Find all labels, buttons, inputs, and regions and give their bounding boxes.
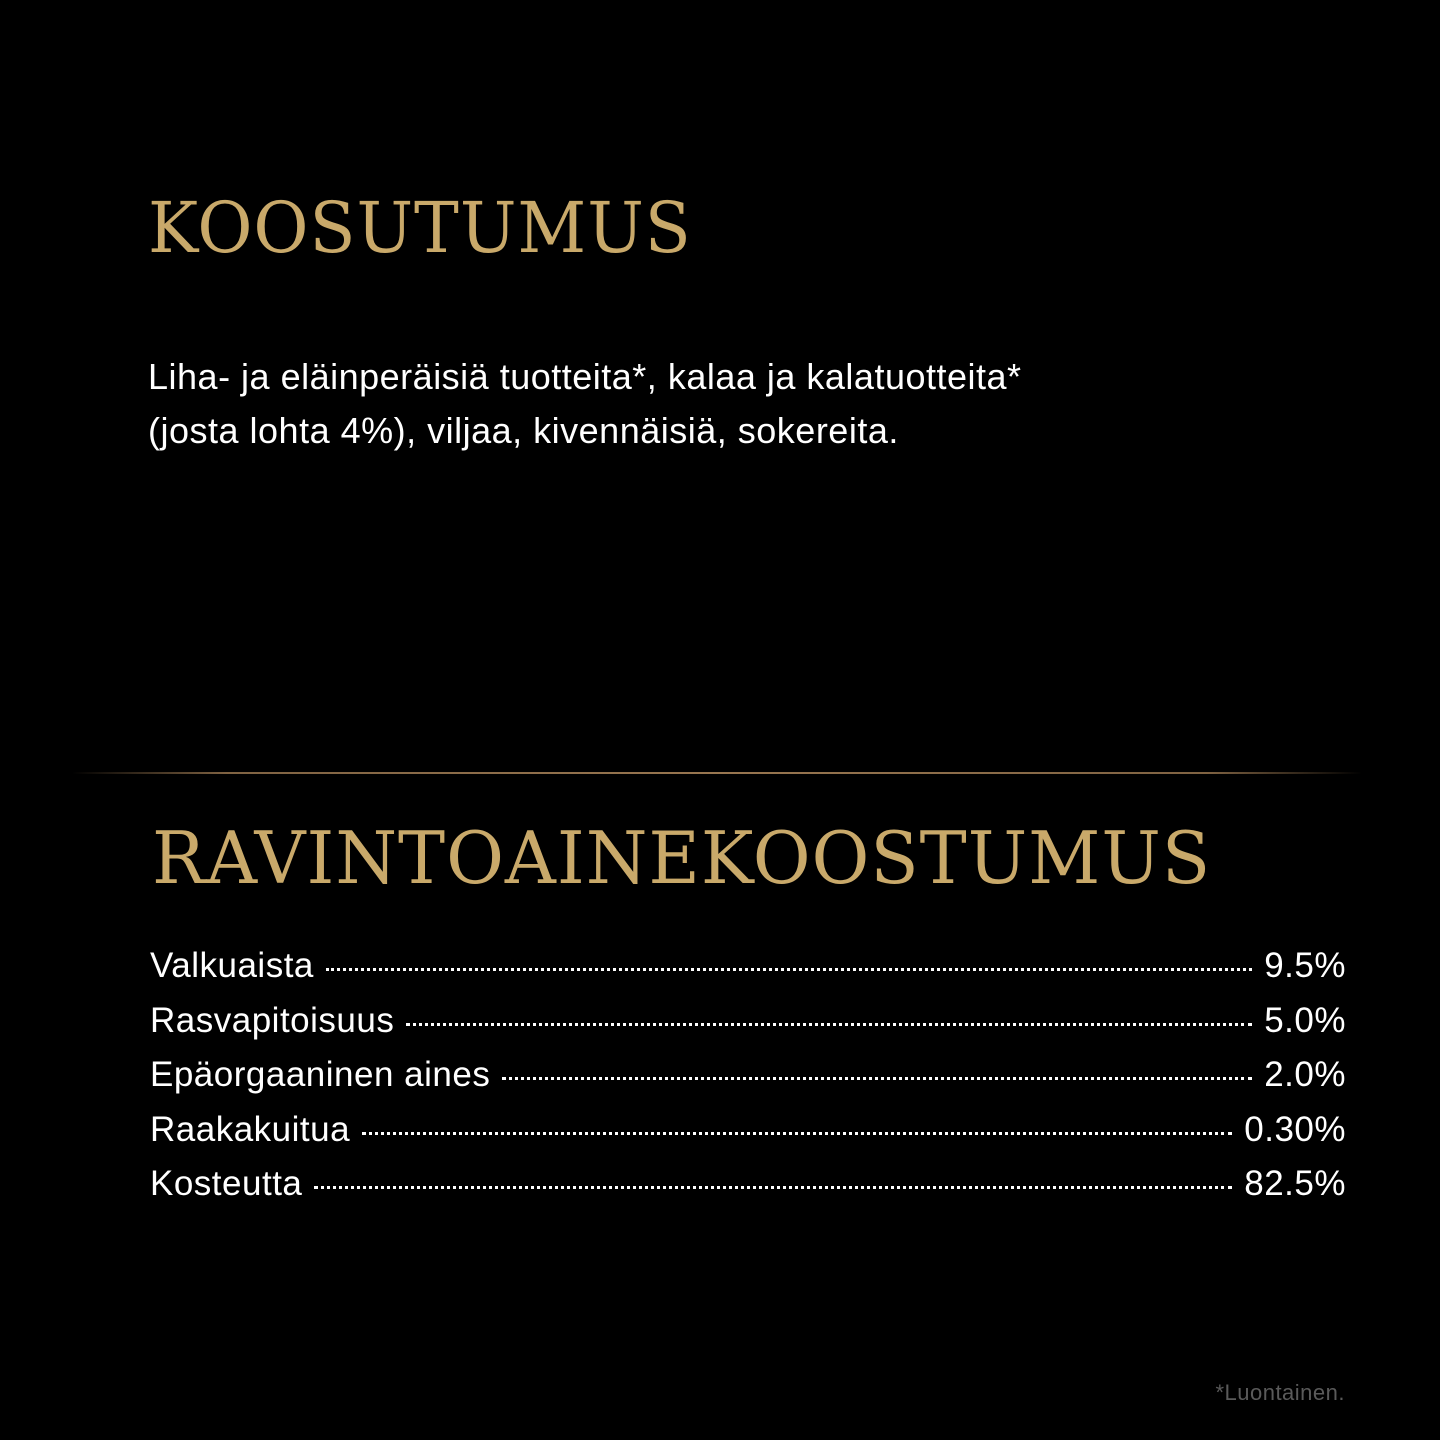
nutrition-row-moisture — [150, 1164, 1346, 1219]
nutrition-row-fat — [150, 1001, 1346, 1056]
nutrition-value: 5.0% — [1264, 1000, 1346, 1040]
nutrition-list — [150, 946, 1346, 1219]
nutrition-value: 0.30% — [1244, 1109, 1346, 1149]
nutrition-label: Epäorgaaninen aines — [150, 1055, 491, 1094]
dot-leader — [362, 1132, 1232, 1135]
nutrition-value: 2.0% — [1264, 1055, 1346, 1094]
dot-leader — [326, 968, 1252, 971]
nutrition-heading: RAVINTOAINEKOOSTUMUS — [152, 816, 1212, 900]
ingredients-line-1: Liha- ja eläinperäisiä tuotteita*, kalaa ja kalatuotteita* — [148, 356, 1022, 397]
nutrition-value: 82.5% — [1244, 1164, 1346, 1203]
nutrition-row-fibre — [150, 1110, 1346, 1165]
nutrition-label: Raakakuitua — [150, 1109, 351, 1149]
nutrition-row-ash — [150, 1055, 1346, 1110]
dot-leader — [406, 1023, 1252, 1026]
nutrition-value: 9.5% — [1264, 946, 1346, 985]
ingredients-line-2: (josta lohta 4%), viljaa, kivennäisiä, sokereita. — [148, 410, 899, 451]
nutrition-label: Valkuaista — [150, 946, 314, 985]
footnote: *Luontainen. — [1215, 1380, 1345, 1405]
nutrition-label: Kosteutta — [150, 1164, 303, 1203]
section-divider — [72, 772, 1362, 774]
composition-heading: KOOSUTUMUS — [148, 187, 692, 269]
ingredients-text — [148, 350, 1328, 458]
dot-leader — [314, 1186, 1232, 1189]
nutrition-row-protein — [150, 946, 1346, 1001]
nutrition-label: Rasvapitoisuus — [150, 1000, 395, 1040]
dot-leader — [502, 1077, 1252, 1080]
